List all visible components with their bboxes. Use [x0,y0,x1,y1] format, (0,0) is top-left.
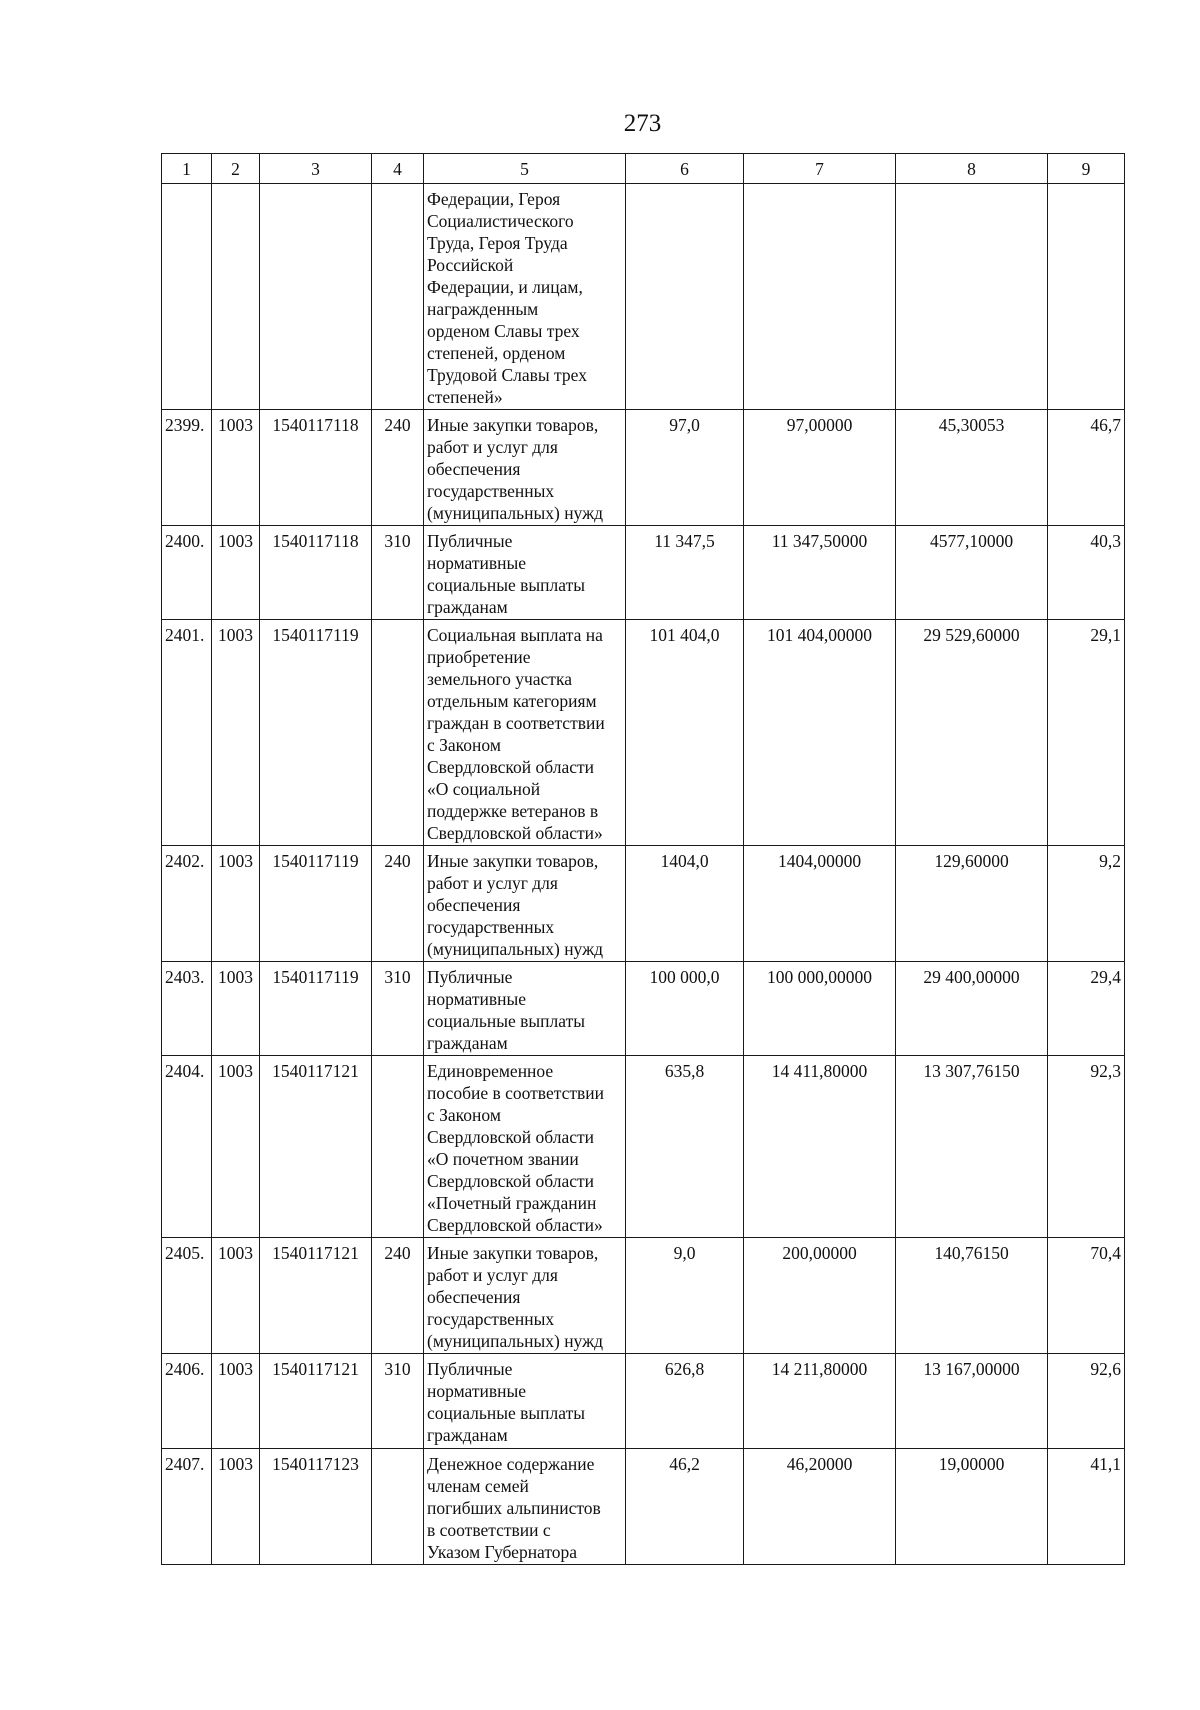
budget-table [161,153,1125,1565]
row-number: 2405. [162,1238,212,1354]
value-col7: 46,20000 [744,1449,896,1565]
expense-kind-code [372,1056,424,1238]
item-name: Федерации, Героя Социалистического Труда, Героя Труда Российской Федерации, и лицам, награжденным орденом Славы трех степеней, орденом Трудовой Славы трех степеней» [424,184,626,410]
table-row [162,846,1125,962]
item-name: Иные закупки товаров, работ и услуг для обеспечения государственных (муниципальных) нужд [424,846,626,962]
row-number: 2400. [162,526,212,620]
target-article-code: 1540117118 [260,526,372,620]
value-col8: 4577,10000 [896,526,1048,620]
value-col7: 100 000,00000 [744,962,896,1056]
value-col7: 14 211,80000 [744,1354,896,1449]
table-row [162,1056,1125,1238]
value-col7: 97,00000 [744,410,896,526]
target-article-code: 1540117121 [260,1354,372,1449]
item-name: Денежное содержание членам семей погибших альпинистов в соответствии с Указом Губернатора [424,1449,626,1565]
target-article-code: 1540117119 [260,962,372,1056]
row-number [162,184,212,410]
row-number: 2406. [162,1354,212,1449]
section-code: 1003 [212,410,260,526]
table-row [162,1238,1125,1354]
section-code: 1003 [212,1056,260,1238]
table-row [162,410,1125,526]
expense-kind-code: 310 [372,526,424,620]
percent-col9: 29,4 [1048,962,1125,1056]
value-col7: 200,00000 [744,1238,896,1354]
section-code: 1003 [212,1449,260,1565]
expense-kind-code: 310 [372,1354,424,1449]
value-col8: 29 400,00000 [896,962,1048,1056]
expense-kind-code: 240 [372,846,424,962]
value-col7: 101 404,00000 [744,620,896,846]
target-article-code: 1540117119 [260,620,372,846]
row-number: 2401. [162,620,212,846]
target-article-code: 1540117119 [260,846,372,962]
value-col6: 635,8 [626,1056,744,1238]
header-cell: 6 [626,154,744,184]
item-name: Публичные нормативные социальные выплаты гражданам [424,962,626,1056]
target-article-code: 1540117121 [260,1056,372,1238]
percent-col9: 92,6 [1048,1354,1125,1449]
table-row [162,1354,1125,1449]
section-code: 1003 [212,526,260,620]
table-header [162,154,1125,184]
expense-kind-code: 240 [372,1238,424,1354]
value-col8 [896,184,1048,410]
section-code: 1003 [212,962,260,1056]
item-name: Социальная выплата на приобретение земельного участка отдельным категориям граждан в соответствии с Законом Свердловской области «О социальной поддержке ветеранов в Свердловской области» [424,620,626,846]
target-article-code [260,184,372,410]
expense-kind-code: 310 [372,962,424,1056]
percent-col9: 46,7 [1048,410,1125,526]
value-col6: 46,2 [626,1449,744,1565]
table-row [162,184,1125,410]
row-number: 2399. [162,410,212,526]
value-col8: 129,60000 [896,846,1048,962]
section-code: 1003 [212,620,260,846]
header-cell: 7 [744,154,896,184]
percent-col9: 9,2 [1048,846,1125,962]
table-row [162,620,1125,846]
row-number: 2403. [162,962,212,1056]
header-cell: 8 [896,154,1048,184]
section-code: 1003 [212,846,260,962]
value-col8: 13 307,76150 [896,1056,1048,1238]
header-cell: 2 [212,154,260,184]
table-row [162,526,1125,620]
item-name: Иные закупки товаров, работ и услуг для обеспечения государственных (муниципальных) нужд [424,410,626,526]
section-code: 1003 [212,1354,260,1449]
value-col7: 1404,00000 [744,846,896,962]
page-number: 273 [623,110,662,137]
item-name: Иные закупки товаров, работ и услуг для обеспечения государственных (муниципальных) нужд [424,1238,626,1354]
header-cell: 9 [1048,154,1125,184]
expense-kind-code [372,1449,424,1565]
percent-col9: 92,3 [1048,1056,1125,1238]
row-number: 2404. [162,1056,212,1238]
percent-col9: 29,1 [1048,620,1125,846]
target-article-code: 1540117121 [260,1238,372,1354]
target-article-code: 1540117118 [260,410,372,526]
row-number: 2402. [162,846,212,962]
percent-col9: 41,1 [1048,1449,1125,1565]
value-col7: 11 347,50000 [744,526,896,620]
table-row [162,1449,1125,1565]
row-number: 2407. [162,1449,212,1565]
value-col6: 11 347,5 [626,526,744,620]
expense-kind-code [372,620,424,846]
header-cell: 1 [162,154,212,184]
item-name: Публичные нормативные социальные выплаты гражданам [424,526,626,620]
value-col7 [744,184,896,410]
value-col8: 45,30053 [896,410,1048,526]
value-col8: 29 529,60000 [896,620,1048,846]
target-article-code: 1540117123 [260,1449,372,1565]
percent-col9: 70,4 [1048,1238,1125,1354]
value-col6: 1404,0 [626,846,744,962]
section-code [212,184,260,410]
value-col7: 14 411,80000 [744,1056,896,1238]
header-cell: 4 [372,154,424,184]
value-col8: 19,00000 [896,1449,1048,1565]
header-cell: 5 [424,154,626,184]
value-col8: 140,76150 [896,1238,1048,1354]
value-col6: 9,0 [626,1238,744,1354]
value-col6: 97,0 [626,410,744,526]
expense-kind-code [372,184,424,410]
expense-kind-code: 240 [372,410,424,526]
percent-col9 [1048,184,1125,410]
item-name: Единовременное пособие в соответствии с Законом Свердловской области «О почетном звании Свердловской области «Почетный гражданин Свердловской области» [424,1056,626,1238]
section-code: 1003 [212,1238,260,1354]
table-row [162,962,1125,1056]
value-col6: 101 404,0 [626,620,744,846]
header-cell: 3 [260,154,372,184]
header-row [162,154,1125,184]
value-col8: 13 167,00000 [896,1354,1048,1449]
item-name: Публичные нормативные социальные выплаты гражданам [424,1354,626,1449]
value-col6: 100 000,0 [626,962,744,1056]
value-col6 [626,184,744,410]
table-body [162,184,1125,1565]
value-col6: 626,8 [626,1354,744,1449]
percent-col9: 40,3 [1048,526,1125,620]
